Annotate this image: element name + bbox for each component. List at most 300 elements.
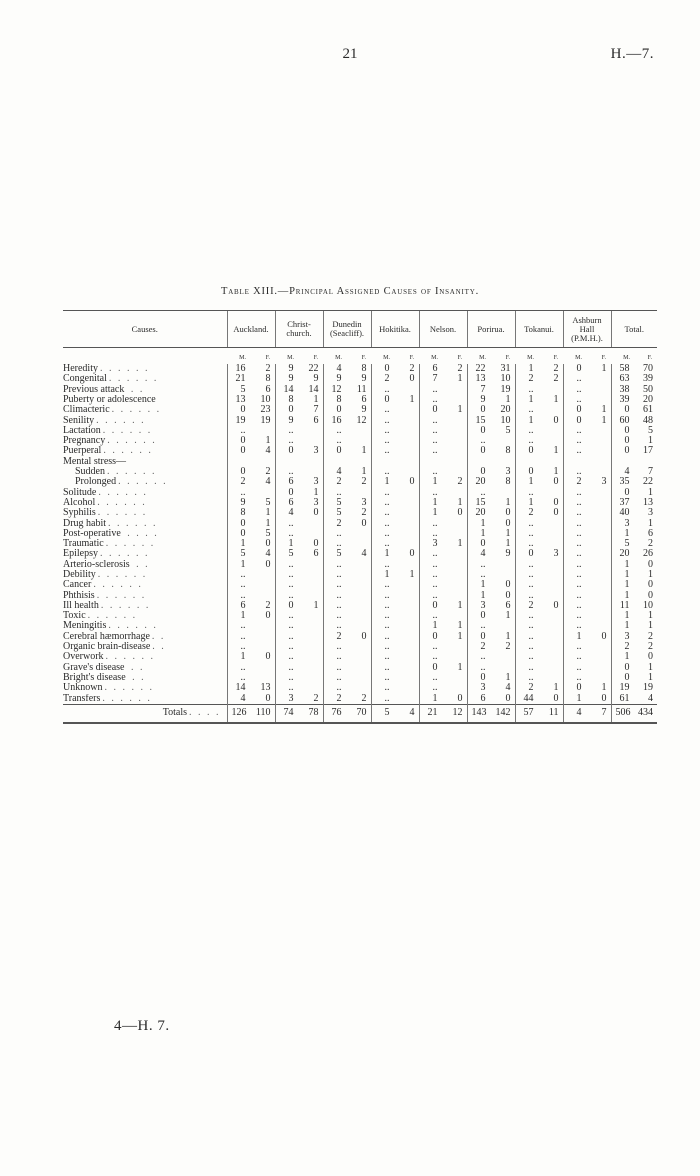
- female-value: [545, 580, 559, 590]
- table-row: [63, 642, 657, 652]
- leader-dots: . . . . . .: [102, 425, 153, 436]
- value-cell: [371, 374, 419, 384]
- male-value: ..: [384, 671, 390, 683]
- value-cell: [323, 446, 371, 456]
- female-value: 1: [265, 507, 271, 519]
- value-pair: [324, 694, 371, 704]
- sex-subheader-cell: [323, 348, 371, 365]
- value-cell: [515, 694, 563, 705]
- male-value: 4: [240, 692, 246, 704]
- female-value: 12: [452, 707, 463, 719]
- male-value: ..: [288, 568, 294, 580]
- female-value: 1: [457, 373, 463, 385]
- male-value: 3: [288, 692, 294, 704]
- female-value: 0: [505, 517, 511, 529]
- male-value: ..: [384, 589, 390, 601]
- value-cell: [419, 694, 467, 705]
- male-value: 15: [475, 496, 486, 508]
- female-value: 1: [457, 404, 463, 416]
- female-value: 2: [457, 476, 463, 488]
- female-value: 8: [265, 373, 271, 385]
- female-value: 110: [255, 707, 271, 719]
- male-value: ..: [432, 486, 438, 498]
- causes-of-insanity-table: [63, 310, 657, 724]
- female-value: 0: [313, 507, 319, 519]
- value-cell: [515, 570, 563, 580]
- male-value: ..: [336, 486, 342, 498]
- table-header-row: [63, 311, 657, 348]
- male-value: 76: [331, 707, 342, 719]
- value-pair: [324, 601, 371, 611]
- value-pair: [516, 549, 563, 559]
- table-row: [63, 436, 657, 446]
- value-cell: [323, 611, 371, 621]
- cause-label: Cancer: [63, 580, 92, 591]
- male-value: ..: [288, 589, 294, 601]
- male-value: ..: [432, 682, 438, 694]
- value-cell: [371, 601, 419, 611]
- male-value: 2: [336, 630, 342, 642]
- value-cell: [563, 704, 611, 723]
- male-label: M.: [335, 354, 342, 361]
- footer-reference: 4—H. 7.: [114, 1018, 170, 1034]
- table-row: [63, 529, 657, 539]
- male-value: ..: [288, 610, 294, 622]
- cause-cell: [63, 415, 227, 425]
- value-pair: [516, 642, 563, 652]
- male-value: 2: [384, 373, 390, 385]
- male-value: 3: [432, 538, 438, 550]
- female-value: 0: [648, 558, 653, 570]
- value-cell: [563, 457, 611, 467]
- value-pair: [612, 683, 658, 693]
- value-cell: [419, 539, 467, 549]
- female-value: [257, 621, 271, 631]
- value-pair: [372, 663, 419, 673]
- female-value: 1: [648, 671, 653, 683]
- value-cell: [563, 426, 611, 436]
- female-value: [401, 529, 415, 539]
- value-pair: [468, 611, 515, 621]
- value-pair: [564, 477, 611, 487]
- value-cell: [227, 683, 275, 693]
- male-value: 0: [576, 414, 582, 426]
- male-value: ..: [384, 692, 390, 704]
- leader-dots: . . . . . .: [100, 600, 151, 611]
- female-value: [401, 642, 415, 652]
- value-cell: [371, 642, 419, 652]
- male-value: ..: [528, 589, 534, 601]
- value-pair: [564, 426, 611, 436]
- value-cell: [371, 508, 419, 518]
- female-value: 1: [505, 630, 511, 642]
- value-pair: [468, 426, 515, 436]
- male-value: ..: [336, 589, 342, 601]
- female-value: 0: [601, 630, 607, 642]
- male-value: 1: [528, 476, 534, 488]
- male-value: 2: [576, 476, 582, 488]
- female-value: [593, 488, 607, 498]
- value-pair: [324, 652, 371, 662]
- value-pair: [276, 632, 323, 642]
- value-cell: [323, 642, 371, 652]
- value-cell: [467, 477, 515, 487]
- female-value: [593, 426, 607, 436]
- female-value: 2: [505, 641, 511, 653]
- male-value: 0: [336, 404, 342, 416]
- cause-label: Drug habit: [63, 518, 107, 529]
- male-value: ..: [432, 383, 438, 395]
- value-cell: [371, 663, 419, 673]
- value-cell: [323, 704, 371, 723]
- cause-label: Sudden: [75, 466, 105, 478]
- value-pair: [276, 426, 323, 436]
- value-pair: [612, 580, 658, 590]
- value-pair: [228, 405, 275, 415]
- female-value: 1: [601, 363, 607, 375]
- male-value: 57: [523, 707, 534, 719]
- value-pair: [276, 708, 323, 718]
- female-value: 19: [260, 414, 271, 426]
- female-value: 0: [265, 610, 271, 622]
- cause-label: Toxic: [63, 611, 86, 622]
- value-cell: [275, 580, 323, 590]
- male-value: ..: [576, 568, 582, 580]
- female-value: [401, 405, 415, 415]
- female-value: [353, 683, 367, 693]
- male-value: ..: [336, 558, 342, 570]
- female-value: 0: [265, 538, 271, 550]
- male-value: ..: [384, 496, 390, 508]
- cause-label: Organic brain-disease: [63, 642, 151, 653]
- value-pair: [372, 683, 419, 693]
- table-row: [63, 364, 657, 374]
- value-pair: [564, 570, 611, 580]
- male-value: 21: [427, 707, 438, 719]
- value-pair: [228, 621, 275, 631]
- value-pair: [276, 642, 323, 652]
- female-value: 1: [457, 630, 463, 642]
- female-value: [401, 446, 415, 456]
- female-value: 2: [265, 599, 271, 611]
- male-value: ..: [576, 383, 582, 395]
- male-value: 0: [480, 404, 486, 416]
- female-value: [449, 673, 463, 683]
- male-value: ..: [432, 435, 438, 447]
- value-cell: [515, 374, 563, 384]
- female-value: 9: [361, 373, 367, 385]
- female-value: [497, 560, 511, 570]
- male-value: 38: [619, 383, 630, 395]
- value-cell: [419, 457, 467, 467]
- male-value: ..: [576, 610, 582, 622]
- male-value: 0: [288, 599, 294, 611]
- male-value: 9: [480, 393, 486, 405]
- value-pair: [276, 652, 323, 662]
- value-pair: [516, 446, 563, 456]
- female-value: 1: [648, 620, 653, 632]
- cause-label: Puerperal: [63, 446, 102, 457]
- value-pair: [372, 416, 419, 426]
- female-value: 0: [265, 692, 271, 704]
- female-value: [401, 621, 415, 631]
- value-cell: [419, 518, 467, 528]
- value-pair: [372, 508, 419, 518]
- male-value: 0: [480, 424, 486, 436]
- male-value: ..: [240, 671, 246, 683]
- value-pair: [324, 519, 371, 529]
- cause-label: Epilepsy: [63, 549, 98, 560]
- male-value: ..: [384, 414, 390, 426]
- sex-subheader-cell: [371, 348, 419, 365]
- value-cell: [227, 621, 275, 631]
- value-pair: [372, 436, 419, 446]
- table-row: [63, 611, 657, 621]
- female-value: 1: [648, 661, 653, 673]
- column-header: Dunedin (Seacliff).: [323, 311, 371, 348]
- male-value: 0: [480, 671, 486, 683]
- female-value: 3: [361, 496, 367, 508]
- value-cell: [323, 570, 371, 580]
- female-value: 1: [553, 393, 559, 405]
- cause-label: Post-operative: [63, 528, 121, 539]
- leader-dots: . .: [151, 631, 166, 642]
- female-value: 6: [361, 393, 367, 405]
- value-cell: [323, 683, 371, 693]
- female-value: 17: [643, 445, 653, 457]
- female-value: 0: [648, 651, 653, 663]
- male-value: ..: [432, 610, 438, 622]
- male-value: 22: [475, 363, 486, 375]
- value-cell: [515, 642, 563, 652]
- value-pair: [420, 508, 467, 518]
- table-row: [63, 457, 657, 467]
- cause-label: Unknown: [63, 683, 103, 694]
- female-value: 7: [648, 466, 653, 478]
- value-pair: [612, 446, 658, 456]
- leader-dots: . .: [126, 384, 145, 395]
- male-value: ..: [336, 568, 342, 580]
- female-value: 1: [553, 466, 559, 478]
- value-cell: [515, 446, 563, 456]
- female-value: 4: [361, 548, 367, 560]
- male-value: 0: [624, 435, 630, 447]
- value-pair: [420, 570, 467, 580]
- value-pair: [228, 570, 275, 580]
- female-value: 13: [643, 496, 653, 508]
- female-value: [401, 632, 415, 642]
- value-cell: [371, 415, 419, 425]
- female-value: [401, 580, 415, 590]
- female-value: [401, 426, 415, 436]
- male-value: ..: [576, 527, 582, 539]
- male-value: ..: [240, 568, 246, 580]
- male-value: 1: [240, 610, 246, 622]
- male-value: 2: [528, 682, 534, 694]
- female-value: 11: [356, 383, 367, 395]
- value-cell: [371, 570, 419, 580]
- value-pair: [564, 529, 611, 539]
- value-cell: [419, 374, 467, 384]
- cause-label: Alcohol: [63, 497, 96, 508]
- value-pair: [372, 708, 419, 718]
- value-cell: [275, 673, 323, 683]
- value-pair: [468, 694, 515, 704]
- value-cell: [275, 549, 323, 559]
- value-pair: [276, 549, 323, 559]
- male-value: 0: [480, 538, 486, 550]
- male-value: ..: [432, 393, 438, 405]
- female-value: [401, 416, 415, 426]
- cause-label: Congenital: [63, 374, 107, 385]
- value-pair: [372, 529, 419, 539]
- male-value: ..: [576, 496, 582, 508]
- female-value: 1: [553, 682, 559, 694]
- male-value: ..: [384, 538, 390, 550]
- value-pair: [516, 663, 563, 673]
- leader-dots: . . . . . .: [108, 621, 158, 632]
- value-cell: [227, 704, 275, 723]
- value-cell: [275, 446, 323, 456]
- female-value: [545, 652, 559, 662]
- value-cell: [371, 518, 419, 528]
- table-row: [63, 694, 657, 705]
- value-pair: [228, 508, 275, 518]
- male-value: 6: [288, 496, 294, 508]
- male-value: 1: [528, 496, 534, 508]
- female-value: 0: [409, 548, 415, 560]
- female-value: 0: [648, 579, 653, 591]
- male-value: 0: [528, 548, 534, 560]
- value-pair: [420, 601, 467, 611]
- cause-cell: [63, 488, 227, 498]
- value-pair: [420, 580, 467, 590]
- leader-dots: . .: [152, 642, 166, 653]
- value-cell: [323, 694, 371, 705]
- male-value: 0: [624, 445, 630, 457]
- female-value: 1: [457, 661, 463, 673]
- female-value: [545, 663, 559, 673]
- female-value: [401, 683, 415, 693]
- value-pair: [228, 683, 275, 693]
- value-cell: [563, 591, 611, 601]
- male-label: M.: [239, 354, 246, 361]
- leader-dots: . .: [127, 672, 146, 683]
- value-cell: [275, 426, 323, 436]
- male-value: ..: [576, 445, 582, 457]
- value-cell: [227, 415, 275, 425]
- male-value: 7: [432, 373, 438, 385]
- male-value: ..: [432, 651, 438, 663]
- female-value: 1: [601, 404, 607, 416]
- male-value: 1: [240, 558, 246, 570]
- value-cell: [227, 611, 275, 621]
- female-value: 0: [505, 692, 511, 704]
- value-cell: [467, 652, 515, 662]
- value-pair: [324, 570, 371, 580]
- female-value: [545, 570, 559, 580]
- male-value: ..: [288, 435, 294, 447]
- female-value: 8: [505, 476, 511, 488]
- value-pair: [516, 652, 563, 662]
- page-reference: H.—7.: [610, 46, 654, 62]
- value-cell: [563, 405, 611, 415]
- male-value: 2: [624, 641, 630, 653]
- cause-label: Cerebral hæmorrhage: [63, 631, 150, 642]
- female-value: 3: [313, 445, 319, 457]
- female-value: [401, 611, 415, 621]
- female-value: 2: [265, 466, 271, 478]
- cause-cell: [63, 704, 227, 723]
- female-label: F.: [601, 354, 606, 361]
- female-value: 6: [648, 527, 653, 539]
- female-value: 142: [495, 707, 511, 719]
- value-cell: [515, 405, 563, 415]
- male-value: 0: [384, 393, 390, 405]
- value-pair: [324, 663, 371, 673]
- value-cell: [275, 652, 323, 662]
- male-value: 39: [619, 393, 630, 405]
- value-pair: [276, 519, 323, 529]
- female-value: 19: [643, 682, 653, 694]
- male-value: 9: [288, 373, 294, 385]
- value-pair: [372, 426, 419, 436]
- value-cell: [371, 549, 419, 559]
- value-pair: [564, 591, 611, 601]
- leader-dots: . . . . . .: [104, 683, 154, 694]
- value-cell: [467, 642, 515, 652]
- male-value: ..: [240, 641, 246, 653]
- value-cell: [275, 415, 323, 425]
- female-value: [257, 663, 271, 673]
- female-value: [593, 580, 607, 590]
- value-pair: [468, 508, 515, 518]
- value-pair: [324, 632, 371, 642]
- female-value: [305, 621, 319, 631]
- female-value: [593, 570, 607, 580]
- value-cell: [275, 601, 323, 611]
- male-value: ..: [528, 651, 534, 663]
- female-value: 4: [648, 692, 653, 704]
- sex-subheader-cell: [227, 348, 275, 365]
- male-value: ..: [288, 651, 294, 663]
- table-row: [63, 652, 657, 662]
- male-value: 8: [336, 393, 342, 405]
- leader-dots: . .: [126, 662, 145, 673]
- male-value: 16: [331, 414, 342, 426]
- value-pair: [516, 508, 563, 518]
- leader-dots: . . . .: [122, 528, 159, 539]
- male-value: 0: [624, 486, 630, 498]
- male-value: ..: [528, 435, 534, 447]
- female-value: [305, 683, 319, 693]
- male-value: ..: [528, 620, 534, 632]
- male-label: M.: [287, 354, 294, 361]
- female-value: [593, 385, 607, 395]
- male-value: ..: [384, 620, 390, 632]
- cause-cell: [63, 580, 227, 590]
- female-value: 1: [648, 486, 653, 498]
- male-value: ..: [576, 424, 582, 436]
- male-value: ..: [432, 671, 438, 683]
- male-value: 63: [619, 373, 630, 385]
- female-value: 78: [308, 707, 319, 719]
- male-value: 9: [240, 496, 246, 508]
- female-value: 1: [505, 496, 511, 508]
- female-value: 26: [643, 548, 653, 560]
- value-cell: [227, 446, 275, 456]
- value-pair: [276, 611, 323, 621]
